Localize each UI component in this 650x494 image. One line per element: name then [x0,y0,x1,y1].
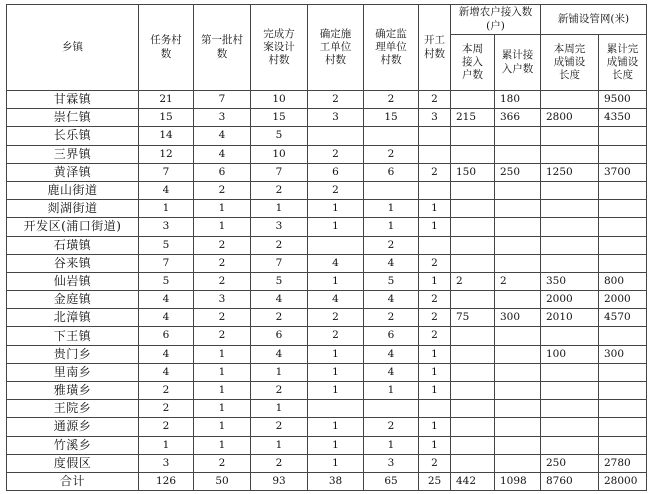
header-first-batch: 第一批村 数 [194,5,251,91]
total-row [7,472,647,490]
cell-tasks: 4 [139,309,194,327]
cell-construct: 1 [308,454,364,472]
cell-pipe-total [599,181,647,199]
cell-started [419,400,451,418]
cell-tasks: 21 [139,91,194,109]
table-row [7,163,647,181]
table-row [7,400,647,418]
cell-supervise: 2 [364,91,419,109]
cell-tasks: 14 [139,127,194,145]
cell-pipe-week: 1250 [541,163,599,181]
cell-pipe-week: 2010 [541,309,599,327]
cell-started: 1 [419,218,451,236]
cell-hh-total [495,454,541,472]
cell-design: 7 [251,163,308,181]
cell-pipe-week [541,181,599,199]
cell-pipe-total [599,400,647,418]
cell-pipe-total [599,236,647,254]
cell-tasks: 3 [139,454,194,472]
cell-supervise: 2 [364,309,419,327]
cell-hh-total [495,181,541,199]
cell-town: 长乐镇 [7,127,139,145]
cell-tasks: 2 [139,418,194,436]
cell-construct: 1 [308,200,364,218]
cell-town: 度假区 [7,454,139,472]
cell-supervise: 6 [364,327,419,345]
cell-pipe-total [599,327,647,345]
cell-hh-week [451,200,495,218]
cell-construct: 38 [308,472,364,490]
cell-pipe-week [541,254,599,272]
header-town: 乡镇 [7,5,139,91]
cell-design: 1 [251,400,308,418]
cell-construct: 3 [308,109,364,127]
cell-hh-week [451,327,495,345]
cell-pipe-week [541,200,599,218]
progress-table [6,4,647,491]
cell-supervise: 2 [364,145,419,163]
header-households-week: 本周 接入 户数 [451,35,495,91]
cell-design: 15 [251,109,308,127]
cell-design: 5 [251,272,308,290]
cell-construct: 4 [308,254,364,272]
cell-pipe-total [599,382,647,400]
cell-first: 4 [194,145,251,163]
cell-design: 93 [251,472,308,490]
cell-started [419,236,451,254]
cell-hh-total [495,200,541,218]
cell-town: 合计 [7,472,139,490]
cell-construct: 1 [308,345,364,363]
cell-hh-total [495,382,541,400]
table-row [7,218,647,236]
cell-pipe-week: 100 [541,345,599,363]
cell-tasks: 3 [139,218,194,236]
cell-started: 2 [419,163,451,181]
table-row [7,345,647,363]
cell-tasks: 4 [139,181,194,199]
cell-started: 1 [419,436,451,454]
cell-hh-week [451,400,495,418]
cell-tasks: 12 [139,145,194,163]
cell-pipe-week [541,236,599,254]
cell-pipe-week [541,363,599,381]
cell-hh-total [495,363,541,381]
cell-started: 2 [419,254,451,272]
cell-hh-total: 180 [495,91,541,109]
cell-supervise: 2 [364,418,419,436]
cell-town: 王院乡 [7,400,139,418]
cell-hh-week [451,254,495,272]
cell-construct: 2 [308,327,364,345]
cell-hh-week [451,363,495,381]
cell-hh-week: 215 [451,109,495,127]
cell-started: 1 [419,272,451,290]
table-row [7,181,647,199]
cell-first: 1 [194,218,251,236]
cell-hh-week: 442 [451,472,495,490]
cell-supervise [364,181,419,199]
cell-hh-week [451,382,495,400]
cell-first: 2 [194,181,251,199]
cell-first: 2 [194,272,251,290]
cell-town: 贵门乡 [7,345,139,363]
cell-pipe-week: 350 [541,272,599,290]
cell-hh-week [451,218,495,236]
cell-hh-total: 2 [495,272,541,290]
cell-pipe-total [599,363,647,381]
cell-hh-week [451,145,495,163]
cell-hh-total [495,218,541,236]
cell-town: 里南乡 [7,363,139,381]
cell-construct: 1 [308,382,364,400]
header-households-total: 累计接 入户数 [495,35,541,91]
cell-construct: 4 [308,291,364,309]
cell-started: 3 [419,109,451,127]
cell-first: 1 [194,436,251,454]
header-pipe-total: 累计完 成铺设 长度 [599,35,647,91]
cell-construct: 2 [308,181,364,199]
cell-supervise: 4 [364,345,419,363]
cell-hh-week: 150 [451,163,495,181]
table-row [7,127,647,145]
cell-hh-total: 300 [495,309,541,327]
cell-hh-week [451,454,495,472]
cell-tasks: 6 [139,327,194,345]
cell-town: 剡湖街道 [7,200,139,218]
cell-first: 1 [194,418,251,436]
cell-supervise: 1 [364,200,419,218]
cell-design: 1 [251,200,308,218]
cell-pipe-week [541,327,599,345]
cell-first: 2 [194,327,251,345]
cell-hh-total: 250 [495,163,541,181]
table-row [7,418,647,436]
cell-construct: 1 [308,363,364,381]
cell-construct: 2 [308,145,364,163]
cell-started: 2 [419,454,451,472]
table-row [7,382,647,400]
progress-sheet [6,4,647,491]
cell-hh-week: 2 [451,272,495,290]
cell-pipe-total: 800 [599,272,647,290]
header-households-group: 新增农户接入数 (户) [451,5,541,35]
cell-tasks: 126 [139,472,194,490]
cell-construct [308,127,364,145]
cell-first: 2 [194,309,251,327]
cell-first: 1 [194,382,251,400]
cell-first: 7 [194,91,251,109]
cell-hh-week [451,236,495,254]
cell-pipe-total [599,145,647,163]
cell-construct: 1 [308,272,364,290]
table-row [7,91,647,109]
cell-town: 甘霖镇 [7,91,139,109]
cell-design: 10 [251,91,308,109]
table-row [7,363,647,381]
cell-first: 50 [194,472,251,490]
cell-tasks: 2 [139,382,194,400]
cell-pipe-total [599,200,647,218]
cell-started [419,127,451,145]
cell-tasks: 7 [139,254,194,272]
cell-pipe-total: 2780 [599,454,647,472]
cell-supervise: 15 [364,109,419,127]
cell-started: 1 [419,200,451,218]
cell-supervise: 65 [364,472,419,490]
cell-pipe-total: 4350 [599,109,647,127]
cell-hh-week [451,436,495,454]
cell-first: 4 [194,127,251,145]
cell-hh-week [451,91,495,109]
table-row [7,109,647,127]
cell-tasks: 7 [139,163,194,181]
table-row [7,200,647,218]
cell-design: 4 [251,291,308,309]
cell-supervise [364,400,419,418]
table-row [7,236,647,254]
cell-started: 2 [419,91,451,109]
cell-hh-total: 1098 [495,472,541,490]
cell-started [419,145,451,163]
header-started: 开工 村数 [419,5,451,91]
cell-started: 2 [419,291,451,309]
cell-pipe-week: 250 [541,454,599,472]
cell-design: 5 [251,127,308,145]
cell-pipe-week: 2800 [541,109,599,127]
cell-hh-total [495,327,541,345]
cell-first: 6 [194,163,251,181]
cell-pipe-week [541,400,599,418]
cell-started: 1 [419,382,451,400]
cell-first: 2 [194,254,251,272]
cell-first: 1 [194,345,251,363]
cell-tasks: 5 [139,236,194,254]
table-row [7,436,647,454]
cell-pipe-total: 9500 [599,91,647,109]
cell-tasks: 1 [139,436,194,454]
cell-town: 崇仁镇 [7,109,139,127]
cell-town: 鹿山街道 [7,181,139,199]
cell-supervise: 1 [364,218,419,236]
cell-first: 3 [194,109,251,127]
cell-construct [308,236,364,254]
cell-hh-week: 75 [451,309,495,327]
cell-design: 1 [251,436,308,454]
cell-hh-week [451,181,495,199]
cell-started [419,181,451,199]
cell-hh-total [495,127,541,145]
cell-design: 7 [251,254,308,272]
cell-design: 6 [251,327,308,345]
cell-tasks: 5 [139,272,194,290]
cell-town: 雅璜乡 [7,382,139,400]
header-task-villages: 任务村 数 [139,5,194,91]
cell-construct: 1 [308,436,364,454]
cell-pipe-total [599,418,647,436]
cell-supervise: 3 [364,454,419,472]
cell-design: 2 [251,309,308,327]
cell-town: 下王镇 [7,327,139,345]
table-row [7,291,647,309]
cell-first: 1 [194,363,251,381]
cell-tasks: 15 [139,109,194,127]
cell-pipe-total: 300 [599,345,647,363]
cell-pipe-week [541,218,599,236]
cell-first: 1 [194,200,251,218]
header-construction-unit: 确定施 工单位 村数 [308,5,364,91]
cell-pipe-total: 4570 [599,309,647,327]
cell-supervise: 2 [364,236,419,254]
cell-town: 三界镇 [7,145,139,163]
header-design-done: 完成方 案设计 村数 [251,5,308,91]
table-row [7,254,647,272]
cell-pipe-total [599,127,647,145]
cell-pipe-total: 3700 [599,163,647,181]
cell-hh-total [495,436,541,454]
cell-hh-week [451,291,495,309]
cell-supervise: 4 [364,254,419,272]
cell-tasks: 4 [139,291,194,309]
cell-construct: 1 [308,218,364,236]
cell-hh-total [495,400,541,418]
cell-hh-total [495,236,541,254]
cell-hh-week [451,345,495,363]
cell-design: 2 [251,382,308,400]
cell-construct: 1 [308,418,364,436]
cell-started: 1 [419,363,451,381]
header-pipe-group: 新铺设管网(米) [541,5,647,35]
cell-first: 1 [194,400,251,418]
cell-tasks: 1 [139,200,194,218]
cell-started: 1 [419,345,451,363]
cell-first: 2 [194,236,251,254]
cell-design: 2 [251,236,308,254]
cell-design: 1 [251,363,308,381]
cell-started: 25 [419,472,451,490]
cell-started: 2 [419,309,451,327]
cell-town: 开发区(浦口街道) [7,218,139,236]
cell-tasks: 4 [139,345,194,363]
cell-design: 2 [251,181,308,199]
cell-hh-total [495,145,541,163]
cell-hh-total [495,345,541,363]
cell-hh-total [495,291,541,309]
cell-town: 黄泽镇 [7,163,139,181]
header-pipe-week: 本周完 成铺设 长度 [541,35,599,91]
cell-construct: 2 [308,309,364,327]
cell-construct [308,400,364,418]
cell-pipe-total: 2000 [599,291,647,309]
cell-town: 石璜镇 [7,236,139,254]
cell-pipe-total [599,436,647,454]
cell-design: 4 [251,345,308,363]
cell-design: 3 [251,218,308,236]
table-row [7,272,647,290]
cell-design: 2 [251,418,308,436]
cell-town: 通源乡 [7,418,139,436]
cell-supervise: 1 [364,436,419,454]
cell-construct: 6 [308,163,364,181]
cell-supervise: 5 [364,272,419,290]
cell-design: 2 [251,454,308,472]
cell-hh-total: 366 [495,109,541,127]
table-row [7,454,647,472]
table-body [7,91,647,491]
cell-pipe-week: 2000 [541,291,599,309]
cell-hh-total [495,254,541,272]
cell-town: 谷来镇 [7,254,139,272]
cell-supervise: 4 [364,291,419,309]
cell-pipe-week [541,145,599,163]
cell-pipe-week [541,382,599,400]
cell-pipe-total [599,254,647,272]
cell-town: 金庭镇 [7,291,139,309]
cell-town: 北漳镇 [7,309,139,327]
cell-supervise [364,127,419,145]
cell-supervise: 4 [364,363,419,381]
table-row [7,145,647,163]
cell-first: 2 [194,454,251,472]
cell-town: 仙岩镇 [7,272,139,290]
table-row [7,309,647,327]
cell-hh-week [451,418,495,436]
cell-pipe-week [541,436,599,454]
cell-pipe-week [541,91,599,109]
cell-pipe-total: 28000 [599,472,647,490]
cell-tasks: 2 [139,400,194,418]
cell-town: 竹溪乡 [7,436,139,454]
cell-pipe-week [541,127,599,145]
cell-supervise: 6 [364,163,419,181]
cell-tasks: 4 [139,363,194,381]
table-row [7,327,647,345]
cell-hh-total [495,418,541,436]
cell-pipe-total [599,218,647,236]
header-supervision-unit: 确定监 理单位 村数 [364,5,419,91]
cell-supervise: 1 [364,382,419,400]
cell-design: 10 [251,145,308,163]
cell-started: 1 [419,418,451,436]
cell-pipe-week: 8760 [541,472,599,490]
cell-construct: 2 [308,91,364,109]
cell-started: 2 [419,327,451,345]
cell-hh-week [451,127,495,145]
cell-first: 3 [194,291,251,309]
cell-pipe-week [541,418,599,436]
